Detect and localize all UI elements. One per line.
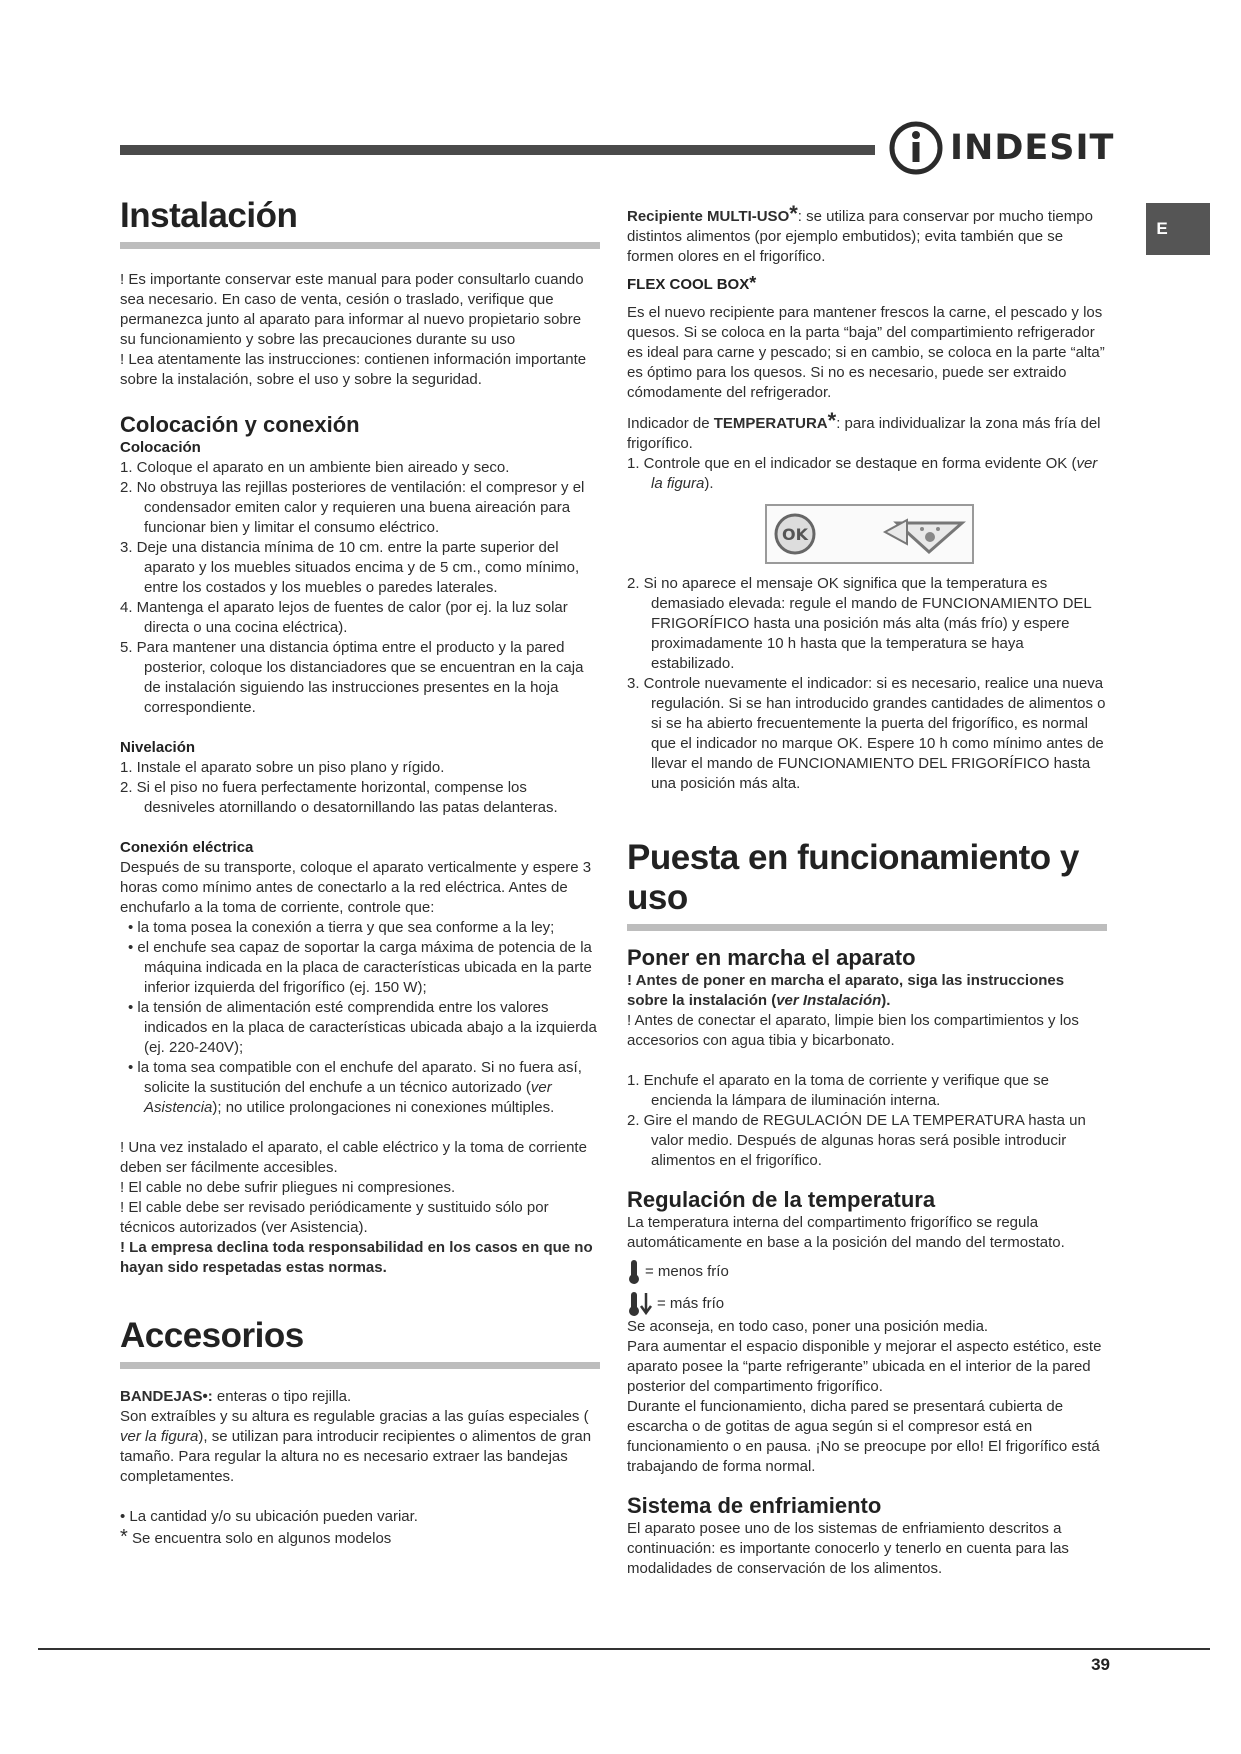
regulation-paragraph: La temperatura interna del compartimento frigorífico se regula automáticamente en base a la posición del mando del termostato. xyxy=(627,1214,1065,1251)
list-item: 4. Mantenga el aparato lejos de fuentes de calor (por ej. la luz solar directa o una cocina eléctrica). xyxy=(120,599,568,636)
list-item: 2. Si no aparece el mensaje OK significa que la temperatura es demasiado elevada: regule el mando de FUNCIONAMIENTO DEL FRIGORÍFICO hasta una posición más alta (más frío) y espere proximadamente 10 h hasta que la temperatura se haya estabilizado. xyxy=(627,575,1092,672)
temperature-indicator-paragraph xyxy=(627,408,1107,454)
see-installation-link[interactable]: ver Instalación xyxy=(776,992,882,1009)
accessories-title: Accesorios xyxy=(120,1316,304,1355)
section-rule xyxy=(627,924,1107,931)
trays-text: enteras o tipo rejilla. xyxy=(212,1388,352,1405)
flex-cool-box-title xyxy=(627,273,1107,295)
regulation-paragraph: Para aumentar el espacio disponible y mejorar el aspecto estético, este aparato posee la “parte refrigerante” ubicada en el interior de la pared posterior del compartimento frigorífico. xyxy=(627,1338,1102,1395)
startup-list xyxy=(627,1071,1107,1171)
intro-paragraph-2: ! Lea atentamente las instrucciones: contienen información importante sobre la instalación, sobre el uso y sobre la seguridad. xyxy=(120,351,587,388)
text: ), se utilizan para introducir recipientes o alimentos de gran tamaño. Para regular la altura no es necesario extraer las bandejas completamentes. xyxy=(120,1428,592,1485)
electric-list xyxy=(120,918,600,1118)
header-bar xyxy=(120,145,875,155)
note-text: Se encuentra solo en algunos modelos xyxy=(127,1530,392,1547)
list-item: • el enchufe sea capaz de soportar la carga máxima de potencia de la máquina indicada en la placa de características ubicada en la parte inferior izquierda del frigorífico (ej. 150 W); xyxy=(120,938,600,998)
placement-list xyxy=(120,458,600,718)
text: ! Antes de poner en marcha el aparato, siga las instrucciones sobre la instalación ( xyxy=(627,972,1065,1009)
thermometer-icon xyxy=(627,1259,641,1285)
trays-paragraph xyxy=(120,1407,600,1487)
note xyxy=(120,1527,600,1549)
cooling-subtitle: Sistema de enfriamiento xyxy=(627,1493,882,1518)
trays-line xyxy=(120,1387,600,1407)
footer-rule xyxy=(38,1648,1210,1650)
startup-paragraph: ! Antes de conectar el aparato, limpie bien los compartimientos y los accesorios con agua tibia y bicarbonato. xyxy=(627,1012,1079,1049)
asterisk: * xyxy=(120,1526,128,1548)
list-item: 1. Instale el aparato sobre un piso plano y rígido. xyxy=(120,759,445,776)
brand-name: INDESIT xyxy=(950,128,1115,168)
flex-title-text: FLEX COOL BOX xyxy=(627,276,750,293)
placement-title: Colocación y conexión xyxy=(120,412,360,437)
list-item: 3. Controle nuevamente el indicador: si es necesario, realice una nueva regulación. Si se han introducido grandes cantidades de alimentos o si se ha abierto frecuentemente la puerta del frigorífico, es normal que el indicador no marque OK. Espere 10 h como mínimo antes de llevar el mando de FUNCIONAMIENTO DEL FRIGORÍFICO hasta una posición más alta. xyxy=(627,675,1106,792)
text: ). xyxy=(881,992,891,1009)
temperature-list-continued xyxy=(627,574,1107,794)
list-item: 1. Coloque el aparato en un ambiente bien aireado y seco. xyxy=(120,459,510,476)
regulation-subtitle: Regulación de la temperatura xyxy=(627,1187,936,1212)
section-rule xyxy=(120,1362,600,1369)
warning: ! El cable debe ser revisado periódicamente y sustituido sólo por técnicos autorizados (ver Asistencia). xyxy=(120,1199,549,1236)
temperature-indicator-figure xyxy=(765,504,974,564)
section-rule xyxy=(120,242,600,249)
list-item: 3. Deje una distancia mínima de 10 cm. entre la parte superior del aparato y los muebles situados encima y de 5 cm., como mínimo, entre los costados y los muebles o paredes laterales. xyxy=(120,539,580,596)
page-number: 39 xyxy=(1091,1655,1110,1674)
start-use-title: Puesta en funcionamiento y uso xyxy=(627,838,1079,917)
regulation-paragraph: Durante el funcionamiento, dicha pared se presentará cubierta de escarcha o de gotitas de agua según si el compresor está en funcionamiento o en pausa. ¡No se preocupe por ello! El frigorífico está trabajando de forma normal. xyxy=(627,1398,1100,1475)
right-column xyxy=(627,201,1107,1579)
list-item: • la toma posea la conexión a tierra y que sea conforme a la ley; xyxy=(120,918,600,938)
left-column xyxy=(120,196,600,1549)
asterisk: * xyxy=(789,201,798,226)
placement-subtitle: Colocación xyxy=(120,439,201,456)
list-item: 2. Si el piso no fuera perfectamente horizontal, compense los desniveles atornillando o desatornillando las patas delanteras. xyxy=(120,779,558,816)
list-item: 5. Para mantener una distancia óptima entre el producto y la pared posterior, coloque los distanciadores que se encuentran en la caja de instalación siguiendo las instrucciones presentes en la hoja correspondiente. xyxy=(120,639,584,716)
warning: ! Una vez instalado el aparato, el cable eléctrico y la toma de corriente deben ser fácilmente accesibles. xyxy=(120,1139,587,1176)
asterisk: * xyxy=(827,408,837,433)
language-tab-label: E xyxy=(1156,219,1168,238)
cooling-paragraph: El aparato posee uno de los sistemas de enfriamiento descritos a continuación: es importante conocerlo y tenerlo en cuenta para las modalidades de conservación de los alimentos. xyxy=(627,1520,1069,1577)
list-item: • la tensión de alimentación esté comprendida entre los valores indicados en la placa de características ubicada abajo a la izquierda (ej. 220-240V); xyxy=(120,998,600,1058)
info-circle-icon xyxy=(888,120,944,176)
list-item: 2. Gire el mando de REGULACIÓN DE LA TEMPERATURA hasta un valor medio. Después de algunas horas será posible introducir alimentos en el frigorífico. xyxy=(627,1112,1086,1169)
list-item xyxy=(120,1058,600,1118)
startup-subtitle: Poner en marcha el aparato xyxy=(627,945,916,970)
language-tab[interactable] xyxy=(1146,203,1210,255)
thermometer-down-icon xyxy=(627,1291,653,1317)
trays-label: BANDEJAS•: xyxy=(120,1388,213,1405)
startup-warning xyxy=(627,971,1107,1011)
installation-title: Instalación xyxy=(120,196,298,235)
brand-logo xyxy=(888,118,1114,178)
asterisk: * xyxy=(749,273,757,293)
warning: ! El cable no debe sufrir pliegues ni compresiones. xyxy=(120,1179,456,1196)
text: ). xyxy=(704,475,714,492)
list-item xyxy=(627,454,1107,494)
warning-bold: ! La empresa declina toda responsabilidad en los casos en que no hayan sido respetadas estas normas. xyxy=(120,1239,593,1276)
flex-paragraph: Es el nuevo recipiente para mantener frescos la carne, el pescado y los quesos. Si se coloca en la parta “baja” del compartimiento refrigerador es ideal para carne y pescado; si en cambio, se coloca en la parte “alta” es óptimo para los quesos. Si no es necesario, puede ser extraido cómodamente del refrigerador. xyxy=(627,304,1105,401)
more-cold-row xyxy=(627,1291,1107,1317)
leveling-list xyxy=(120,758,600,818)
note: • La cantidad y/o su ubicación pueden variar. xyxy=(120,1508,418,1525)
electric-paragraph: Después de su transporte, coloque el aparato verticalmente y espere 3 horas como mínimo antes de conectarlo a la red eléctrica. Antes de enchufarlo a la toma de corriente, controle que: xyxy=(120,859,592,916)
regulation-paragraph: Se aconseja, en todo caso, poner una posición media. xyxy=(627,1318,989,1335)
see-figure-link[interactable]: ver la figura xyxy=(651,455,1098,492)
text: : se utiliza para conservar por mucho tiempo distintos alimentos (por ejemplo embutidos); evita también que se formen olores en el frigorífico. xyxy=(627,208,1093,265)
intro-paragraph: ! Es importante conservar este manual para poder consultarlo cuando sea necesario. En caso de venta, cesión o traslado, verifique que permanezca junto al aparato para informar al nuevo propietario sobre su funcionamiento y sobre las precauciones durante su uso xyxy=(120,271,584,348)
leveling-subtitle: Nivelación xyxy=(120,739,196,756)
electric-subtitle: Conexión eléctrica xyxy=(120,839,254,856)
ok-indicator-icon xyxy=(767,506,972,562)
less-cold-row xyxy=(627,1259,1107,1285)
multi-use-label: Recipiente MULTI-USO xyxy=(627,208,790,225)
less-cold-text: = menos frío xyxy=(645,1263,729,1280)
text: Indicador de xyxy=(627,415,714,432)
list-item: 1. Enchufe el aparato en la toma de corriente y verifique que se encienda la lámpara de iluminación interna. xyxy=(627,1072,1049,1109)
ok-label: OK xyxy=(782,525,808,544)
temperature-label: TEMPERATURA xyxy=(713,415,828,432)
text: 1. Controle que en el indicador se destaque en forma evidente OK ( xyxy=(627,455,1077,472)
list-text: la toma sea compatible con el enchufe del aparato. Si no fuera así, solicite la sustitución del enchufe a un técnico autorizado ( xyxy=(137,1059,582,1096)
see-figure-link[interactable]: ver la figura xyxy=(120,1428,199,1445)
text: Son extraíbles y su altura es regulable gracias a las guías especiales ( xyxy=(120,1408,589,1425)
more-cold-text: = más frío xyxy=(657,1295,725,1312)
list-text: ); no utilice prolongaciones ni conexiones múltiples. xyxy=(212,1099,555,1116)
list-item: 2. No obstruya las rejillas posteriores de ventilación: el compresor y el condensador emiten calor y requieren una buena aireación para funcionar bien y limitar el consumo eléctrico. xyxy=(120,479,585,536)
text: : para individualizar la zona más fría del frigorífico. xyxy=(627,415,1101,452)
multi-use-paragraph xyxy=(627,201,1107,267)
temperature-list xyxy=(627,454,1107,494)
see-assistance-link[interactable]: ver Asistencia xyxy=(144,1079,552,1116)
